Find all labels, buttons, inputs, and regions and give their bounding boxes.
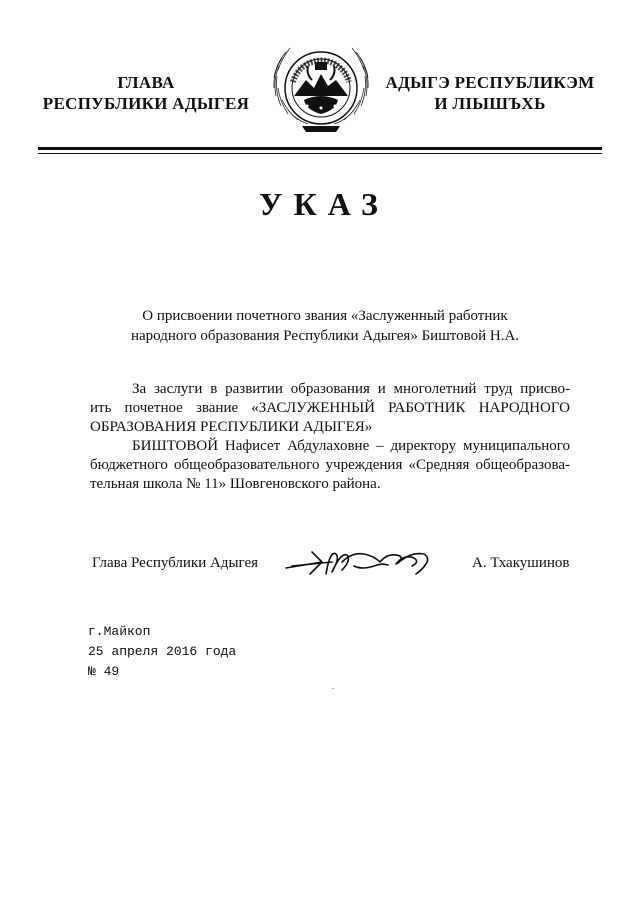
document-body <box>90 380 570 494</box>
header-left-line1: ГЛАВА <box>117 73 175 92</box>
body-line: тельная школа № 11» Шовгеновского района. <box>90 476 381 492</box>
meta-number: № 49 <box>88 664 120 679</box>
body-line: БИШТОВОЙ Нафисет Абдулаховне – директору муниципального <box>132 438 570 454</box>
header-divider-thick <box>38 147 602 150</box>
header-left-line2: РЕСПУБЛИКИ АДЫГЕЯ <box>42 94 250 113</box>
header-right <box>384 72 596 114</box>
subject-line: О присвоении почетного звания «Заслуженный работник <box>142 308 508 324</box>
body-line: ить почетное звание «ЗАСЛУЖЕННЫЙ РАБОТНИК НАРОДНОГО <box>90 400 570 416</box>
body-line: За заслуги в развитии образования и многолетний труд присво- <box>132 381 570 397</box>
signatory-name: А. Тхакушинов <box>472 555 570 571</box>
document-subject <box>100 306 550 346</box>
handwritten-signature-icon <box>282 542 442 582</box>
header-right-line1: АДЫГЭ РЕСПУБЛИКЭМ <box>385 73 595 92</box>
coat-of-arms-icon <box>262 36 380 144</box>
subject-line: народного образования Республики Адыгея» Биштовой Н.А. <box>130 328 520 344</box>
signatory-role: Глава Республики Адыгея <box>92 555 259 571</box>
header-left <box>30 72 262 114</box>
document-meta <box>88 622 236 682</box>
document-title: УКАЗ <box>259 186 389 222</box>
scan-speck <box>332 688 334 689</box>
body-line: бюджетного общеобразовательного учреждения «Средняя общеобразова- <box>90 457 570 473</box>
header-right-line2: И ЛІЫШЪХЬ <box>434 94 546 113</box>
meta-date: 25 апреля 2016 года <box>88 644 237 659</box>
meta-city: г.Майкоп <box>88 624 151 639</box>
header-divider-thin <box>38 153 602 154</box>
body-line: ОБРАЗОВАНИЯ РЕСПУБЛИКИ АДЫГЕЯ» <box>90 419 373 435</box>
